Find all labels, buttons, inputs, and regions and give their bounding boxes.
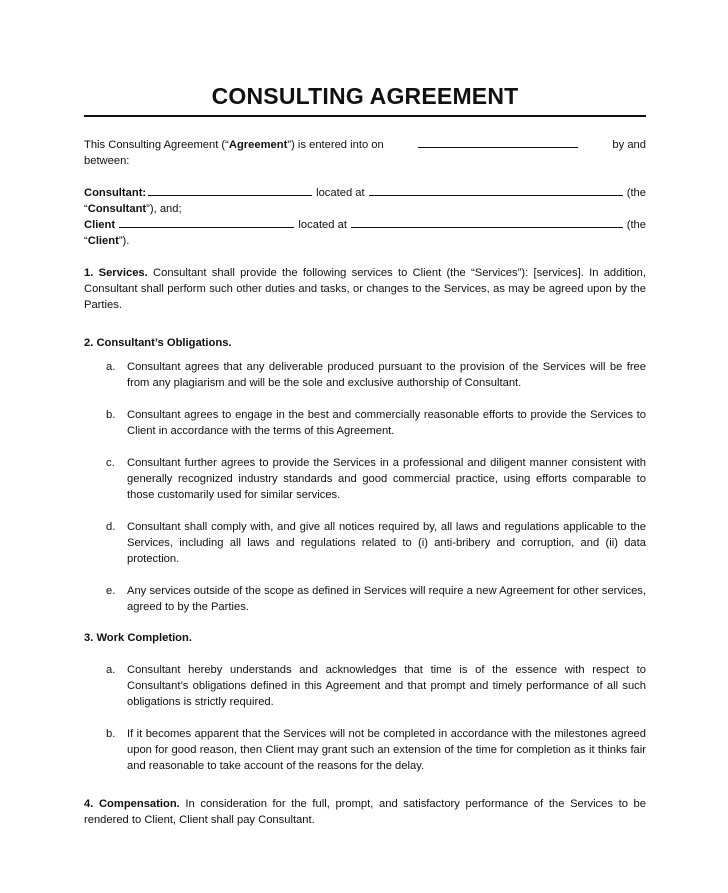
- obligations-list: [84, 359, 646, 615]
- client-located-label: located at: [298, 219, 347, 231]
- list-item: d. Consultant shall comply with, and give all notices required by, all laws and regulations applicable to the Services, including all laws and regulations related to (i) anti-bribery and corruption, and (ii) data protection.: [106, 521, 646, 565]
- work-completion-list: [84, 662, 646, 774]
- section-services-text: Consultant shall provide the following services to Client (the “Services”): [services]. In addition, Consultant shall perform such other duties and tasks, or changes to the Services, as may be agreed upon by the Parties.: [84, 267, 646, 311]
- client-the-label: (the: [626, 219, 646, 231]
- list-item: a. Consultant agrees that any deliverable produced pursuant to the provision of the Services will be free from any plagiarism and will be the sole and exclusive authorship of Consultant.: [106, 361, 646, 389]
- consultant-term: Consultant: [87, 203, 147, 215]
- intro-suffix: by and: [612, 139, 646, 151]
- section-compensation: [84, 796, 646, 828]
- agreement-term: Agreement: [228, 139, 288, 151]
- consultant-the-label: (the: [626, 187, 646, 199]
- list-item: b. Consultant agrees to engage in the best and commercially reasonable efforts to provide the Services to Client in accordance with the terms of this Agreement.: [106, 409, 646, 437]
- client-label: Client: [84, 219, 116, 231]
- client-name-blank[interactable]: [119, 217, 294, 228]
- consultant-address-blank[interactable]: [369, 185, 623, 196]
- client-term: Client: [87, 235, 119, 247]
- section-services-heading: 1. Services.: [84, 267, 148, 279]
- client-line: [84, 217, 646, 233]
- title-underline: [84, 115, 646, 117]
- list-item: a. Consultant hereby understands and acknowledges that time is of the essence with respect to Consultant’s obligations defined in this Agreement and that prompt and timely performance of all such obligations is strictly required.: [106, 664, 646, 708]
- client-address-blank[interactable]: [351, 217, 623, 228]
- consultant-name-blank[interactable]: [148, 185, 312, 196]
- section-compensation-text: In consideration for the full, prompt, and satisfactory performance of the Services to be rendered to Client, Client shall pay Consultant.: [84, 798, 646, 826]
- section-obligations-heading: 2. Consultant’s Obligations.: [84, 337, 232, 349]
- list-item: c. Consultant further agrees to provide the Services in a professional and diligent manner consistent with generally recognized industry standards and good commercial practice, using efforts comparable to those customarily used for similar services.: [106, 457, 646, 501]
- client-definition: “Client”).: [84, 235, 130, 247]
- list-item: e. Any services outside of the scope as defined in Services will require a new Agreement for other services, agreed to by the Parties.: [106, 585, 646, 613]
- consultant-line: [84, 185, 646, 201]
- section-compensation-heading: 4. Compensation.: [84, 798, 180, 810]
- consultant-label: Consultant:: [84, 187, 147, 199]
- document-body: [84, 137, 646, 828]
- consultant-located-label: located at: [316, 187, 365, 199]
- consultant-definition: “Consultant”), and;: [84, 203, 182, 215]
- document-title: CONSULTING AGREEMENT: [211, 83, 519, 109]
- section-services: [84, 265, 646, 313]
- date-blank[interactable]: [418, 137, 578, 148]
- intro-text: This Consulting Agreement (“Agreement”) is entered into on: [84, 139, 384, 151]
- intro-line-2: between:: [84, 155, 130, 167]
- list-item: b. If it becomes apparent that the Services will not be completed in accordance with the milestones agreed upon for good reason, then Client may grant such an extension of the time for completion as it thinks fair and reasonable to take account of the reasons for the delay.: [106, 728, 646, 772]
- section-work-completion-heading: 3. Work Completion.: [84, 632, 192, 644]
- intro-line: [84, 137, 646, 153]
